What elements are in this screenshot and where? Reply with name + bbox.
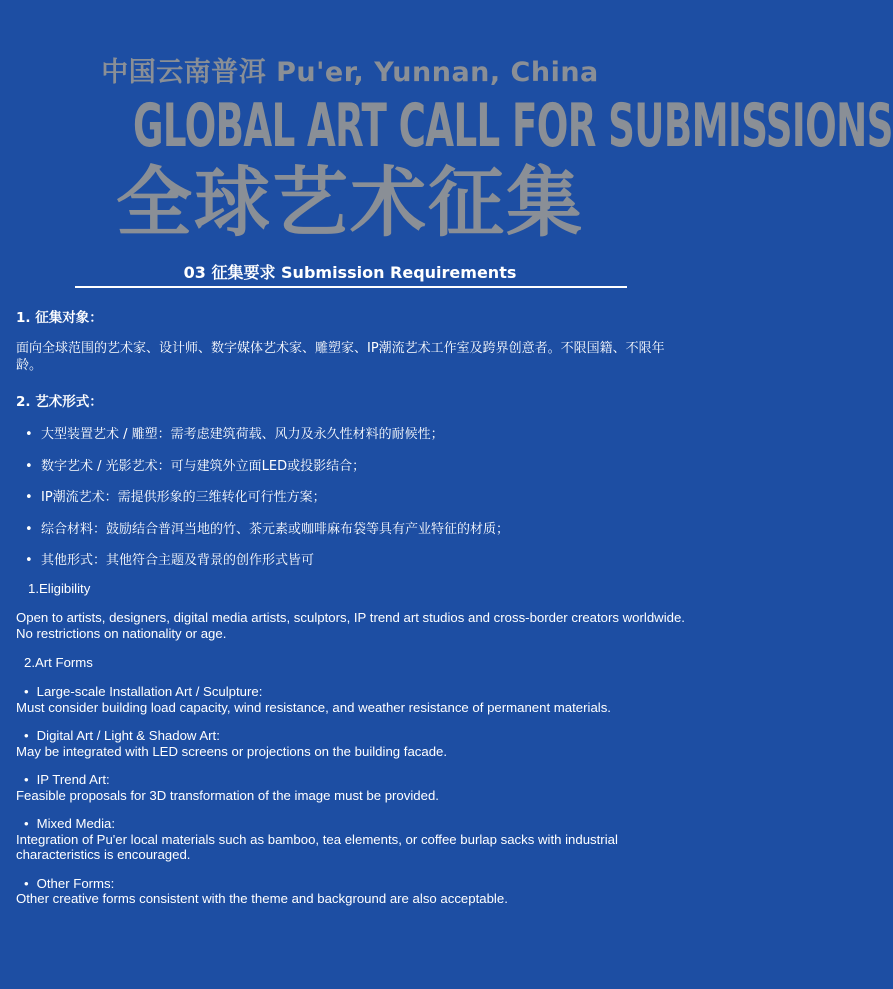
en-eligibility-text: Open to artists, designers, digital media artists, sculptors, IP trend art studios and cross-border creators worldwide. No restrictions on nationality or age. [16,610,685,641]
list-item [16,489,682,521]
zh-form-text: 综合材料：鼓励结合普洱当地的竹、茶元素或咖啡麻布袋等具有产业特征的材质； [41,521,510,537]
en-eligibility-heading: 1.Eligibility [28,581,91,596]
english-requirements [16,580,692,907]
en-form-label: Other Forms: [36,875,115,891]
zh-eligibility-heading: 1. 征集对象： [16,310,103,326]
bullet-icon: • [25,458,33,474]
list-item [16,521,682,553]
section-heading: 03 征集要求 Submission Requirements [183,263,517,282]
section-divider [75,286,627,288]
bullet-icon: • [24,728,29,743]
chinese-requirements [16,306,682,584]
bullet-icon: • [24,684,29,699]
en-form-label: Large-scale Installation Art / Sculpture: [36,684,263,699]
list-item [16,426,682,458]
bullet-icon: • [25,490,33,505]
zh-form-text: 其他形式：其他符合主题及背景的创作形式皆可 [41,553,315,568]
en-form-label: Mixed Media: [36,816,116,831]
bullet-icon: • [24,875,29,891]
zh-art-forms-list [16,426,682,584]
list-item [16,772,692,803]
en-art-forms-heading: 2.Art Forms [24,655,93,670]
zh-form-text: IP潮流艺术：需提供形象的三维转化可行性方案； [41,490,326,505]
list-item [16,458,682,490]
list-item [16,684,692,715]
zh-form-text: 数字艺术 / 光影艺术：可与建筑外立面LED或投影结合； [41,458,366,474]
en-form-text: Integration of Pu'er local materials such as bamboo, tea elements, or coffee burlap sacks with industrial characteristics is encouraged. [16,831,618,862]
list-item [16,876,692,907]
bullet-icon: • [24,772,29,787]
call-title-chinese: 全球艺术征集 [116,158,584,247]
call-title-english: GLOBAL ART CALL FOR SUBMISSIONS [133,91,893,161]
list-item [16,552,682,584]
location-title: 中国云南普洱 Pu'er, Yunnan, China [101,57,599,88]
en-form-text: Other creative forms consistent with the theme and background are also acceptable. [16,891,508,906]
en-form-text: May be integrated with LED screens or projections on the building facade. [16,743,448,759]
list-item [16,728,692,759]
bullet-icon: • [24,816,29,831]
bullet-icon: • [25,427,33,442]
bullet-icon: • [25,553,33,568]
zh-art-forms-heading: 2. 艺术形式： [16,394,103,410]
zh-form-text: 大型装置艺术 / 雕塑：需考虑建筑荷载、风力及永久性材料的耐候性； [41,427,444,442]
list-item [16,816,692,863]
en-form-text: Feasible proposals for 3D transformation of the image must be provided. [16,787,439,803]
en-form-label: IP Trend Art: [36,772,110,787]
zh-eligibility-text: 面向全球范围的艺术家、设计师、数字媒体艺术家、雕塑家、IP潮流艺术工作室及跨界创意者。不限国籍、不限年龄。 [16,341,665,373]
en-form-text: Must consider building load capacity, wind resistance, and weather resistance of permanent materials. [16,699,611,715]
en-form-label: Digital Art / Light & Shadow Art: [36,728,220,743]
bullet-icon: • [25,521,33,537]
